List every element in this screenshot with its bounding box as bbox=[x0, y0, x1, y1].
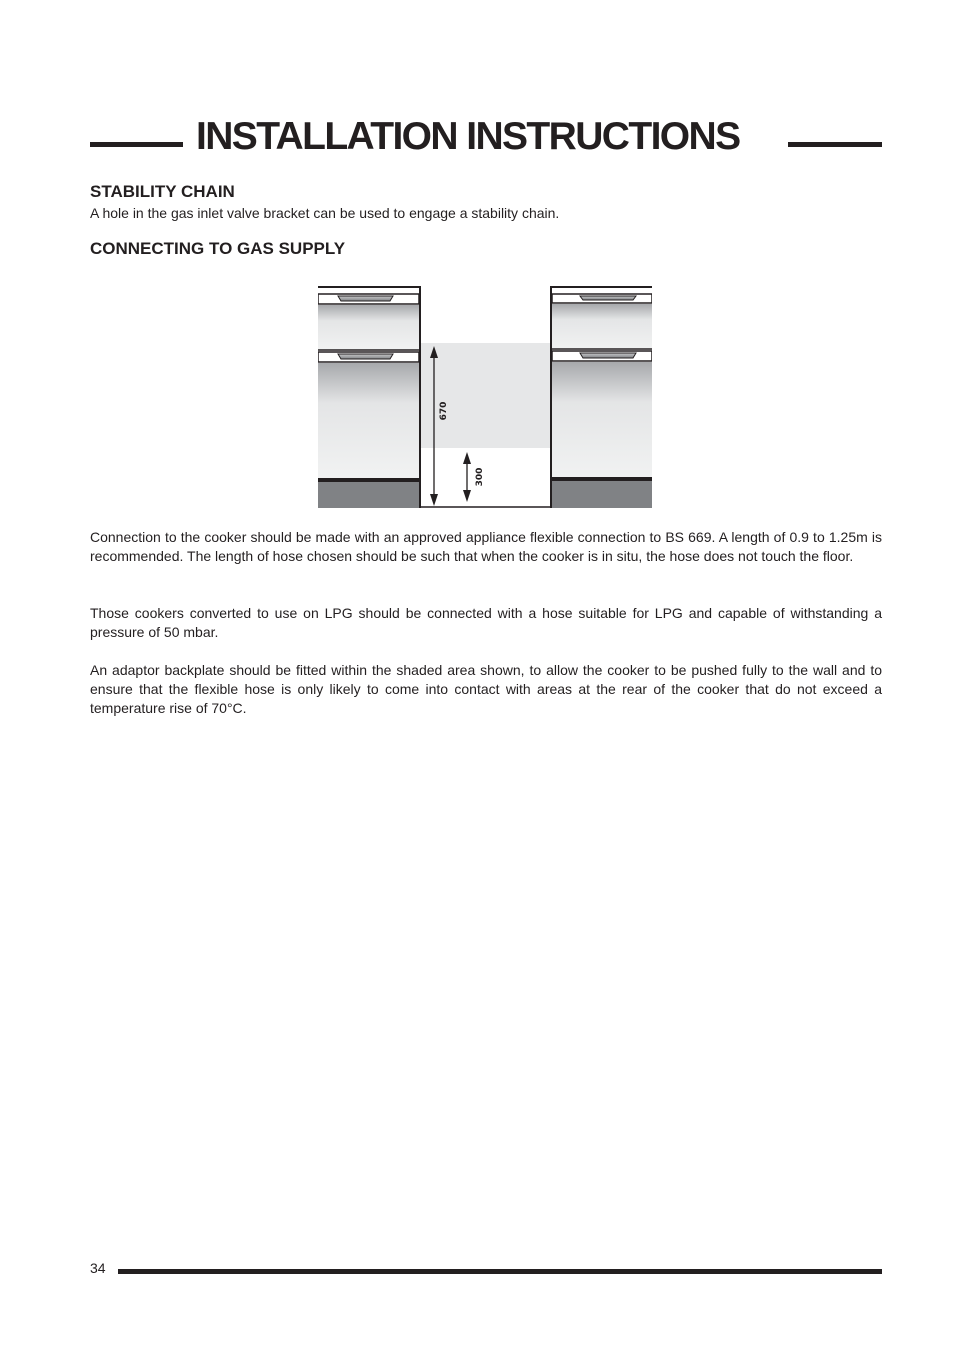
gas-connection-paragraph: Connection to the cooker should be made with an approved appliance flexible connection to BS 669. A length of 0.9 to 1.25m is recommended. The length of hose chosen should be such that when the cooker is in situ, the hose does not touch the floor. bbox=[90, 529, 882, 564]
page-title: INSTALLATION INSTRUCTIONS bbox=[196, 115, 740, 158]
stability-chain-text: A hole in the gas inlet valve bracket can be used to engage a stability chain. bbox=[90, 205, 560, 221]
dimension-300-label: 300 bbox=[475, 467, 485, 487]
right-cabinet bbox=[550, 286, 652, 508]
dimension-300-arrow bbox=[463, 452, 471, 502]
connecting-gas-heading: CONNECTING TO GAS SUPPLY bbox=[90, 239, 346, 258]
stability-chain-heading: STABILITY CHAIN bbox=[90, 182, 235, 201]
shaded-area bbox=[421, 343, 550, 448]
drawer-handle-icon bbox=[338, 354, 393, 359]
page-number: 34 bbox=[90, 1260, 106, 1276]
left-cabinet bbox=[318, 286, 421, 508]
adaptor-backplate-paragraph: An adaptor backplate should be fitted within the shaded area shown, to allow the cooker to be pushed fully to the wall and to ensure that the flexible hose is only likely to come into contact with areas at the rear of the cooker that do not exceed a temperature rise of 70°C. bbox=[90, 662, 882, 716]
diagram-svg bbox=[318, 286, 652, 508]
title-rule-right bbox=[788, 142, 882, 147]
dimension-670-label: 670 bbox=[439, 401, 449, 421]
page-header bbox=[90, 112, 882, 162]
lpg-paragraph: Those cookers converted to use on LPG should be connected with a hose suitable for LPG and capable of withstanding a pressure of 50 mbar. bbox=[90, 605, 882, 640]
drawer-handle-icon bbox=[580, 353, 636, 358]
drawer-handle-icon bbox=[338, 296, 393, 301]
title-rule-left bbox=[90, 142, 183, 147]
footer-rule bbox=[118, 1269, 882, 1274]
gas-connection-diagram bbox=[318, 286, 652, 508]
drawer-handle-icon bbox=[580, 296, 636, 300]
